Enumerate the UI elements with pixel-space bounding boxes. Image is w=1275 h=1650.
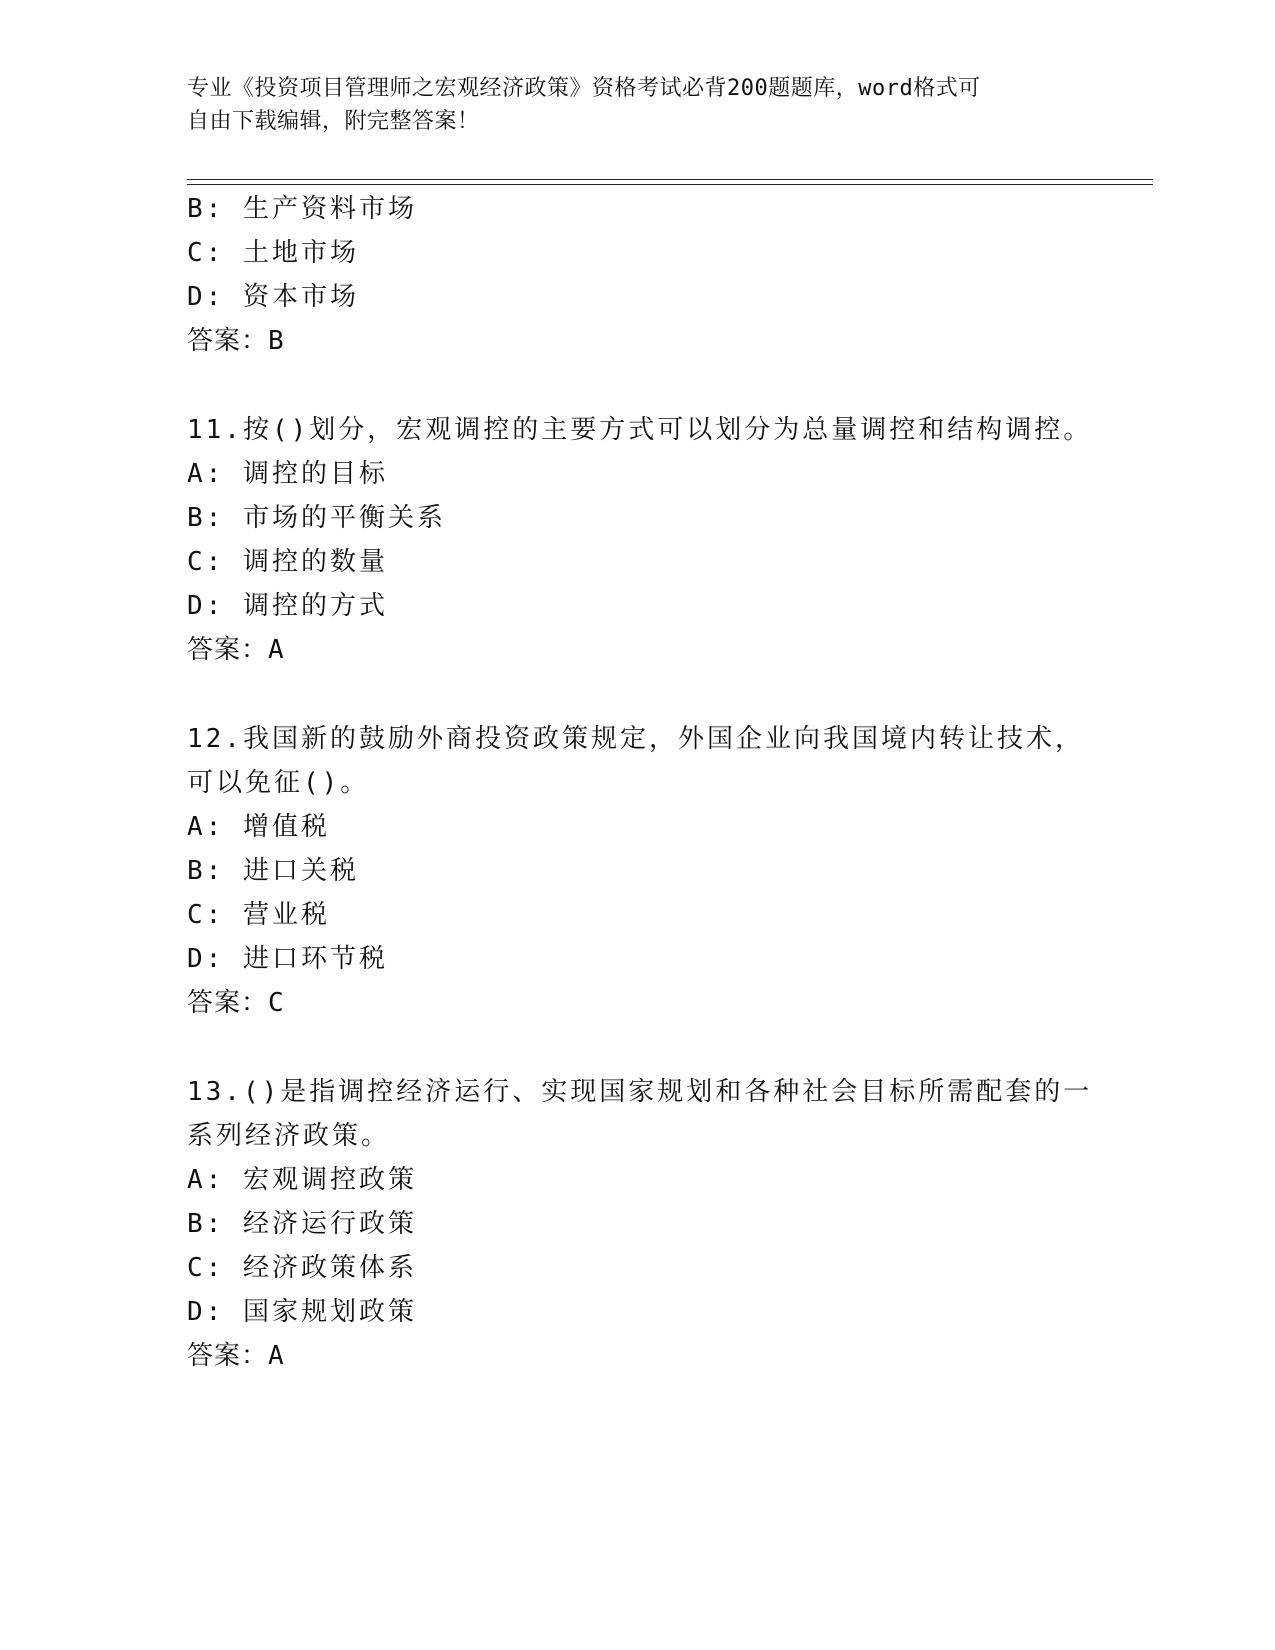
answer: 答案：C [187, 988, 285, 1018]
header-line-1: 专业《投资项目管理师之宏观经济政策》资格考试必背200题题库，word格式可 [187, 76, 981, 101]
option-b: B: 生产资料市场 [187, 194, 417, 224]
option-c: C: 营业税 [187, 900, 330, 930]
option-d: D: 国家规划政策 [187, 1297, 417, 1327]
option-c: C: 经济政策体系 [187, 1253, 417, 1283]
header-divider-bottom [187, 184, 1153, 185]
option-a: A: 宏观调控政策 [187, 1165, 417, 1195]
header-divider-top [187, 179, 1153, 180]
header-line-2: 自由下载编辑，附完整答案！ [187, 109, 480, 134]
document-header [187, 72, 1067, 138]
option-b: B: 经济运行政策 [187, 1209, 417, 1239]
question-stem: 13.()是指调控经济运行、实现国家规划和各种社会目标所需配套的一 [187, 1077, 1093, 1107]
question-stem-continued: 可以免征()。 [187, 768, 370, 798]
option-d: D: 资本市场 [187, 282, 359, 312]
option-b: B: 进口关税 [187, 856, 359, 886]
question-stem: 12.我国新的鼓励外商投资政策规定，外国企业向我国境内转让技术， [187, 724, 1084, 754]
option-c: C: 土地市场 [187, 238, 359, 268]
answer: 答案：B [187, 326, 285, 356]
option-c: C: 调控的数量 [187, 547, 388, 577]
option-b: B: 市场的平衡关系 [187, 503, 446, 533]
option-d: D: 调控的方式 [187, 591, 388, 621]
answer: 答案：A [187, 635, 285, 665]
option-a: A: 调控的目标 [187, 459, 388, 489]
option-a: A: 增值税 [187, 812, 330, 842]
option-d: D: 进口环节税 [187, 944, 388, 974]
question-stem-continued: 系列经济政策。 [187, 1121, 391, 1151]
question-stem: 11.按()划分，宏观调控的主要方式可以划分为总量调控和结构调控。 [187, 415, 1093, 445]
answer: 答案：A [187, 1341, 285, 1371]
